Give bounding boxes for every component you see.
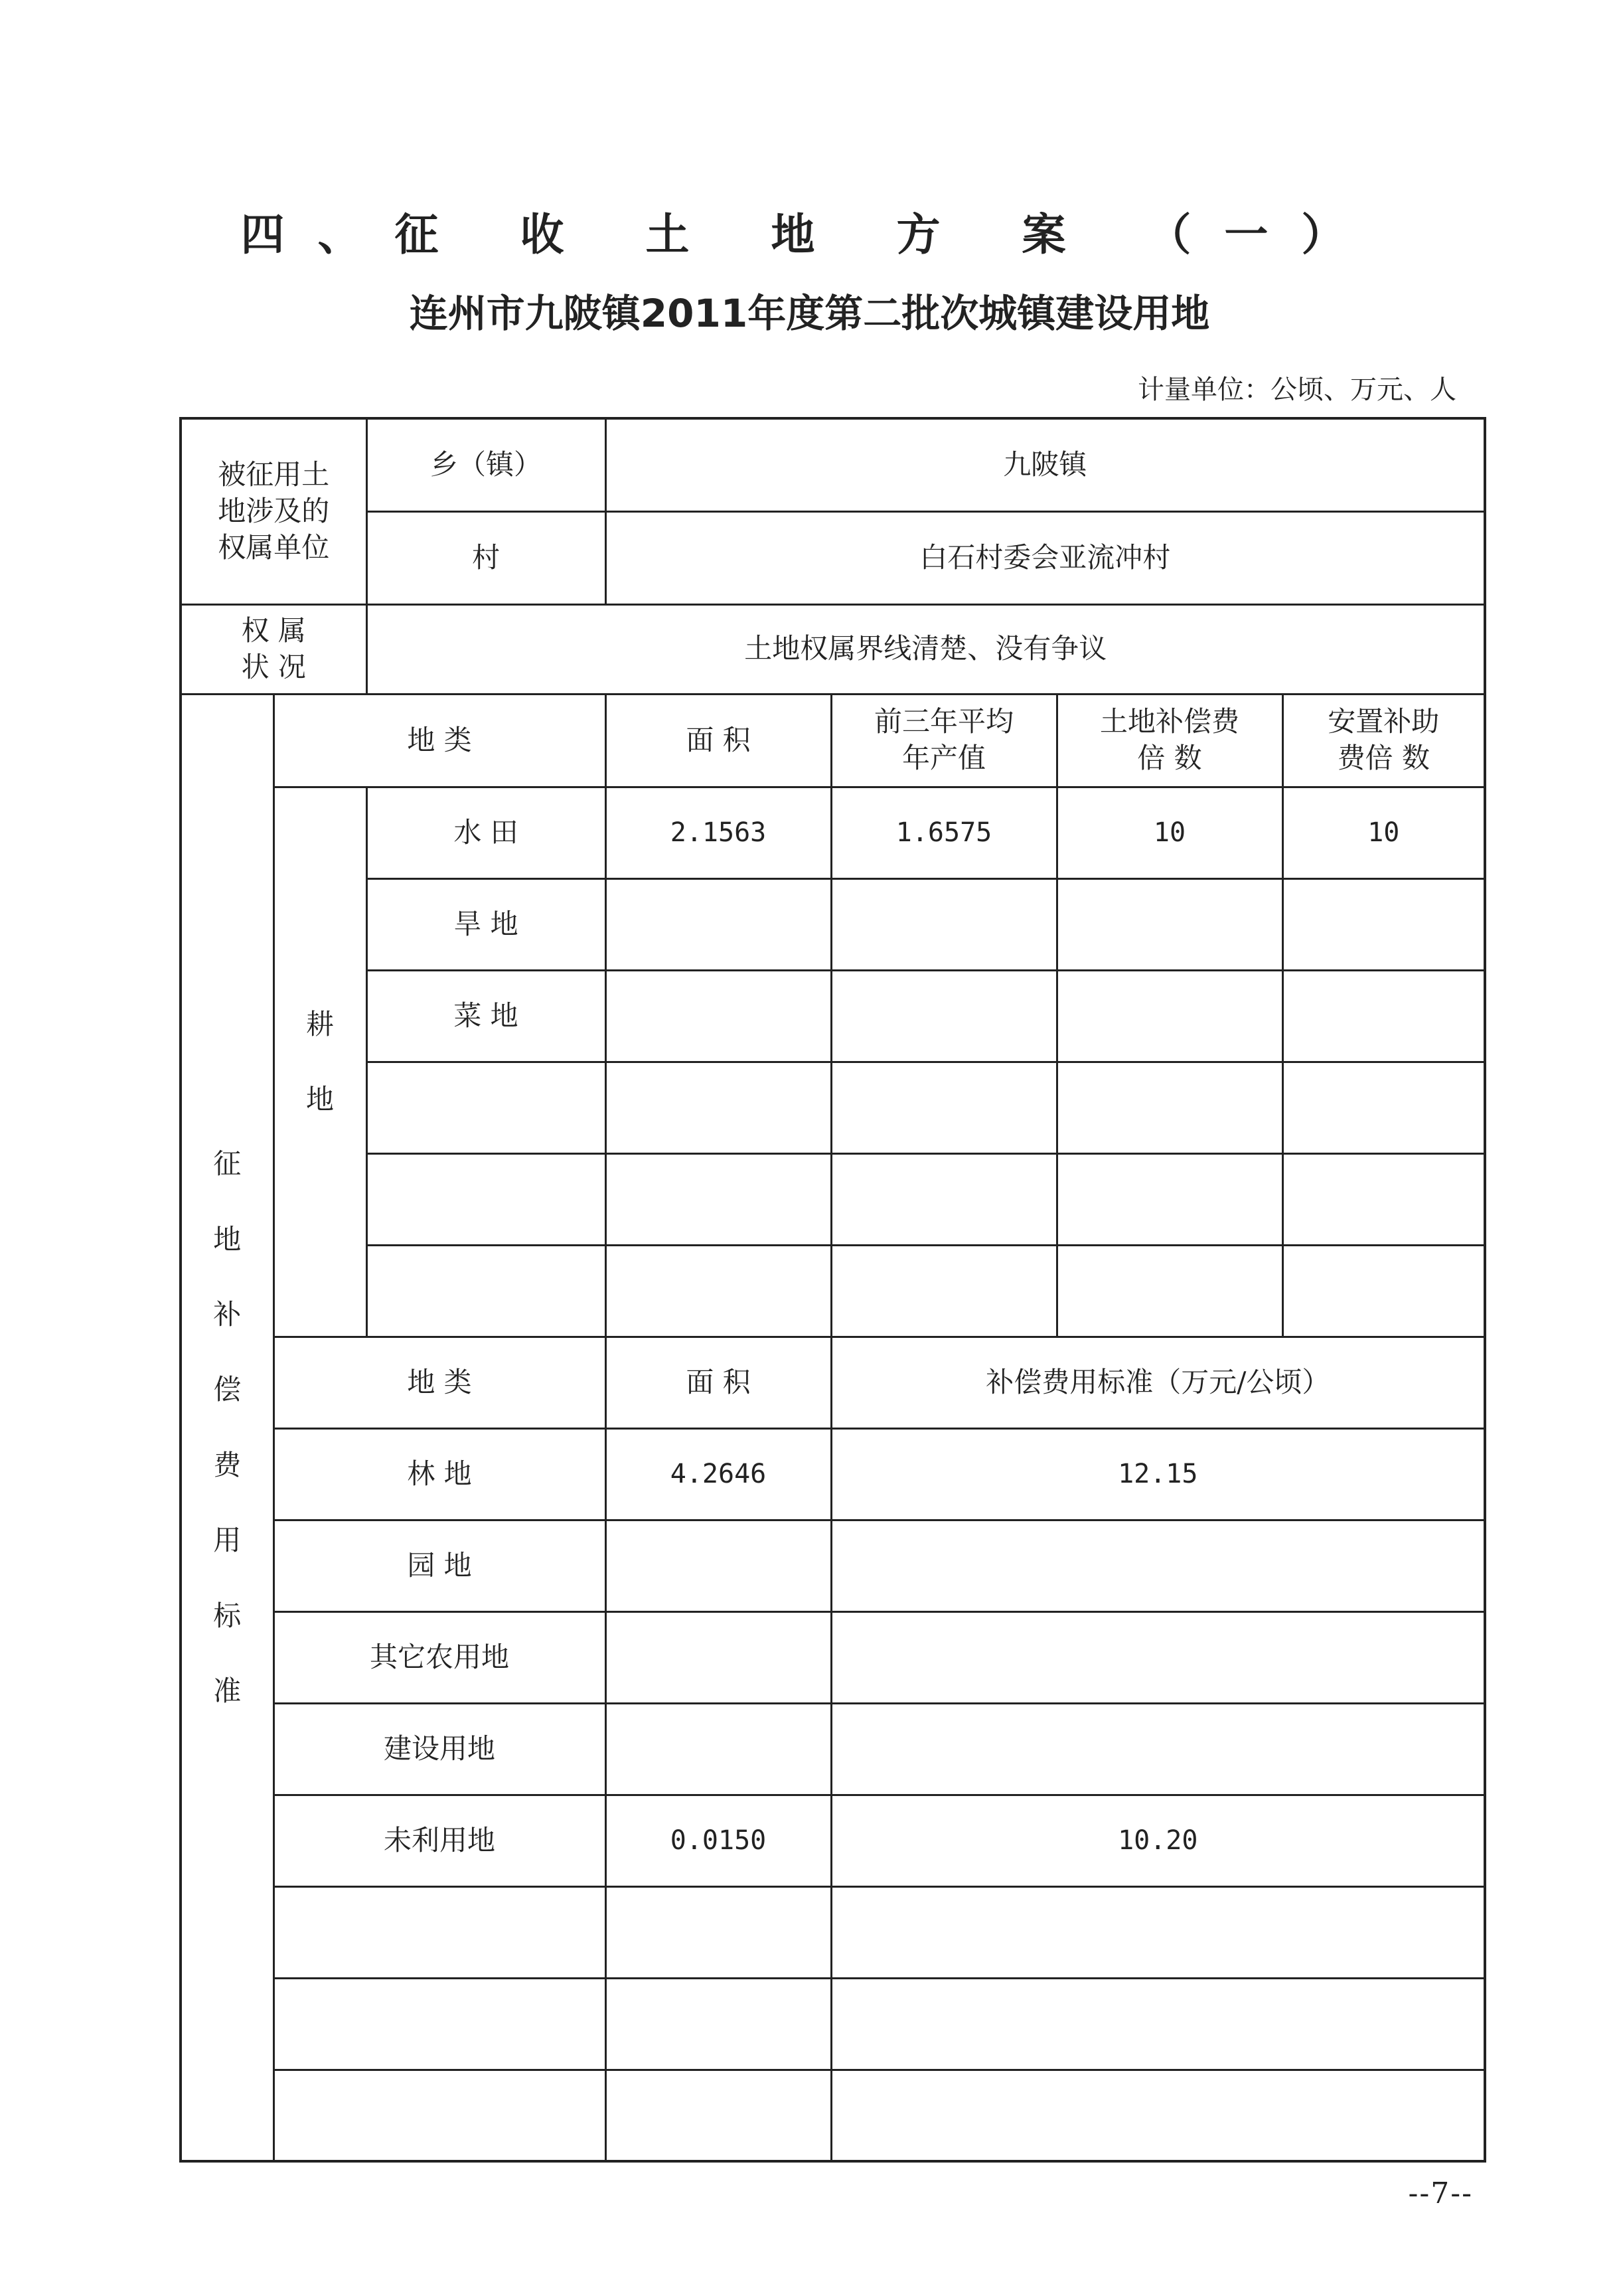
other-row [181, 1520, 1485, 1611]
cultivated-type [366, 1153, 605, 1245]
cultivated-output [831, 970, 1057, 1062]
other-type [273, 2070, 605, 2161]
other-area [605, 2070, 831, 2161]
cultivated-header-output: 前三年平均年产值 [831, 694, 1057, 787]
cultivated-row [181, 1245, 1485, 1337]
page-subtitle: 连州市九陂镇2011年度第二批次城镇建设用地 [409, 291, 1210, 336]
cultivated-resettle [1282, 1245, 1485, 1337]
other-standard [831, 1703, 1485, 1795]
section-char: 偿 [213, 1373, 242, 1406]
cultivated-resettle [1282, 970, 1485, 1062]
other-standard: 12.15 [831, 1428, 1485, 1520]
other-type: 未利用地 [273, 1795, 605, 1886]
other-area [605, 1978, 831, 2070]
other-type: 其它农用地 [273, 1611, 605, 1703]
land-acquisition-table [179, 417, 1486, 2163]
other-type: 园 地 [273, 1520, 605, 1611]
cultivated-area [605, 1062, 831, 1153]
other-row [181, 1886, 1485, 1978]
cultivated-row [181, 878, 1485, 970]
other-area: 4.2646 [605, 1428, 831, 1520]
section-char: 地 [213, 1222, 242, 1256]
ownership-label: 权 属状 况 [181, 604, 366, 694]
page-title: 四、征 收 土 地 方 案 （一） [240, 209, 1379, 260]
other-header-row [181, 1337, 1485, 1428]
other-type: 林 地 [273, 1428, 605, 1520]
cultivated-label [273, 787, 366, 1337]
other-standard [831, 1978, 1485, 2070]
other-row [181, 1611, 1485, 1703]
cultivated-area [605, 970, 831, 1062]
cultivated-land-comp [1057, 1153, 1282, 1245]
other-row [181, 1428, 1485, 1520]
other-standard [831, 1520, 1485, 1611]
cultivated-header-resettle: 安置补助费倍 数 [1282, 694, 1485, 787]
cultivated-area: 2.1563 [605, 787, 831, 878]
cultivated-area [605, 878, 831, 970]
section-char: 补 [213, 1297, 242, 1331]
cultivated-row [181, 970, 1485, 1062]
cultivated-land-comp [1057, 878, 1282, 970]
cultivated-row [181, 1153, 1485, 1245]
unit-note: 计量单位：公顷、万元、人 [1138, 374, 1456, 405]
cultivated-output [831, 1153, 1057, 1245]
cultivated-output [831, 1062, 1057, 1153]
cultivated-char: 地 [306, 1083, 335, 1115]
other-row [181, 1795, 1485, 1886]
cultivated-type [366, 1062, 605, 1153]
cultivated-header-area: 面 积 [605, 694, 831, 787]
cultivated-header-type: 地 类 [273, 694, 605, 787]
cultivated-resettle [1282, 1062, 1485, 1153]
village-value: 白石村委会亚流冲村 [605, 511, 1485, 604]
other-header-area: 面 积 [605, 1337, 831, 1428]
compensation-section-label [181, 694, 273, 2161]
other-area [605, 1703, 831, 1795]
township-value: 九陂镇 [605, 418, 1485, 511]
section-char: 用 [213, 1524, 242, 1557]
cultivated-land-comp [1057, 1062, 1282, 1153]
cultivated-row [181, 1062, 1485, 1153]
other-header-type: 地 类 [273, 1337, 605, 1428]
other-area [605, 1611, 831, 1703]
cultivated-type [366, 1245, 605, 1337]
section-char: 费 [213, 1448, 242, 1481]
other-standard [831, 2070, 1485, 2161]
other-area [605, 1520, 831, 1611]
cultivated-land-comp [1057, 1245, 1282, 1337]
cultivated-type: 水 田 [366, 787, 605, 878]
section-char: 征 [213, 1147, 242, 1181]
cultivated-output [831, 878, 1057, 970]
cultivated-area [605, 1245, 831, 1337]
other-row [181, 1703, 1485, 1795]
cultivated-header-land-comp: 土地补偿费倍 数 [1057, 694, 1282, 787]
cultivated-output [831, 1245, 1057, 1337]
cultivated-type: 旱 地 [366, 878, 605, 970]
cultivated-resettle [1282, 878, 1485, 970]
village-label: 村 [366, 511, 605, 604]
other-standard [831, 1886, 1485, 1978]
section-char: 准 [213, 1674, 242, 1707]
cultivated-char: 耕 [306, 1007, 335, 1040]
other-type: 建设用地 [273, 1703, 605, 1795]
other-row [181, 1978, 1485, 2070]
ownership-value: 土地权属界线清楚、没有争议 [366, 604, 1485, 694]
owner-header-cell: 被征用土地涉及的权属单位 [181, 418, 366, 604]
other-standard: 10.20 [831, 1795, 1485, 1886]
township-label: 乡（镇） [366, 418, 605, 511]
other-row [181, 2070, 1485, 2161]
cultivated-land-comp: 10 [1057, 787, 1282, 878]
cultivated-output: 1.6575 [831, 787, 1057, 878]
cultivated-land-comp [1057, 970, 1282, 1062]
other-header-standard: 补偿费用标准（万元/公顷） [831, 1337, 1485, 1428]
cultivated-type: 菜 地 [366, 970, 605, 1062]
cultivated-resettle: 10 [1282, 787, 1485, 878]
other-type [273, 1886, 605, 1978]
cultivated-row [181, 787, 1485, 878]
cultivated-resettle [1282, 1153, 1485, 1245]
other-type [273, 1978, 605, 2070]
other-area: 0.0150 [605, 1795, 831, 1886]
other-area [605, 1886, 831, 1978]
page-number: --7-- [1408, 2176, 1473, 2210]
section-char: 标 [213, 1599, 242, 1632]
other-standard [831, 1611, 1485, 1703]
cultivated-area [605, 1153, 831, 1245]
